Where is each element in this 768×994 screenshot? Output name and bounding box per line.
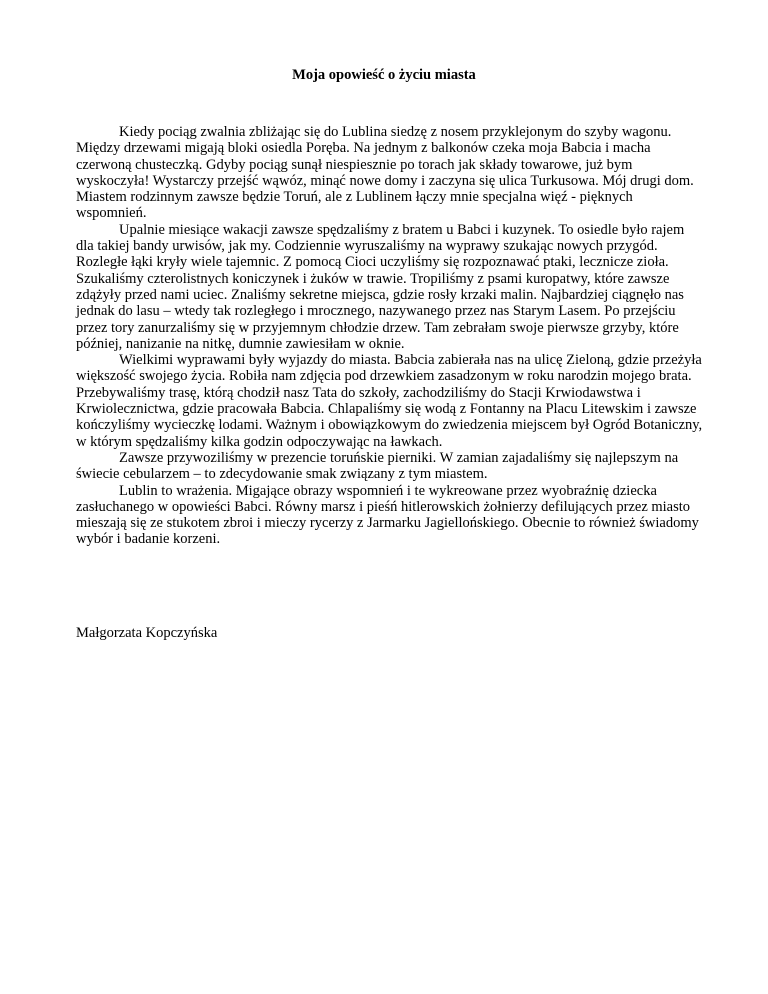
paragraph-1: Kiedy pociąg zwalnia zbliżając się do Lublina siedzę z nosem przyklejonym do szyby wagonu. Między drzewami migają bloki osiedla Poręba. Na jednym z balkonów czeka moja Babcia i macha czerwoną chusteczką. Gdyby pociąg sunął niespiesznie po torach jak składy towarowe, już bym wyskoczyła! Wystarczy przejść wąwóz, minąć nowe domy i zaczyna się ulica Turkusowa. Mój drugi dom. Miastem rodzinnym zawsze będzie Toruń, ale z Lublinem łączy mnie specjalna więź - pięknych wspomnień.: [76, 124, 694, 222]
paragraph-5: Lublin to wrażenia. Migające obrazy wspomnień i te wykreowane przez wyobraźnię dziecka zasłuchanego w opowieści Babci. Równy marsz i pieśń hitlerowskich żołnierzy defilujących przez miasto mieszają się ze stukotem zbroi i mieczy rycerzy z Jarmarku Jagiellońskiego. Obecnie to również świadomy wybór i badanie korzeni.: [76, 482, 699, 548]
document-title: Moja opowieść o życiu miasta: [292, 67, 476, 83]
paragraph-2: Upalnie miesiące wakacji zawsze spędzaliśmy z bratem u Babci i kuzynek. To osiedle było rajem dla takiej bandy urwisów, jak my. Codziennie wyruszaliśmy na wyprawy szukając nowych przygód. Rozległe łąki kryły wiele tajemnic. Z pomocą Cioci uczyliśmy się rozpoznawać ptaki, lecznicze zioła. Szukaliśmy czterolistnych koniczynek i żuków w trawie. Tropiliśmy z psami kuropatwy, które zawsze zdążyły przed nami uciec. Znaliśmy sekretne miejsca, gdzie rosły krzaki malin. Najbardziej ciągnęło nas jednak do lasu – wtedy tak rozległego i mrocznego, nazywanego przez nas Starym Lasem. Po przejściu przez tory zanurzaliśmy się w przyjemnym chłodzie drzew. Tam zebrałam swoje pierwsze grzyby, które później, nanizanie na nitkę, dumnie zawiesiłam w oknie.: [76, 221, 685, 352]
story-body: [76, 124, 704, 548]
paragraph-3: Wielkimi wyprawami były wyjazdy do miasta. Babcia zabierała nas na ulicę Zieloną, gdzie przeżyła większość swojego życia. Robiła nam zdjęcia pod drzewkiem zasadzonym w roku narodzin mojego brata. Przebywaliśmy trasę, którą chodził nasz Tata do szkoły, zachodziliśmy do Stacji Krwiodawstwa i Krwiolecznictwa, gdzie pracowała Babcia. Chlapaliśmy się wodą z Fontanny na Placu Litewskim i zawsze kończyliśmy wycieczkę lodami. Ważnym i obowiązkowym do zwiedzenia miejscem był Ogród Botaniczny, w którym spędzaliśmy kilka godzin odpoczywając na ławkach.: [76, 352, 703, 450]
paragraph-4: Zawsze przywoziliśmy w prezencie toruńskie pierniki. W zamian zajadaliśmy się najlepszym na świecie cebularzem – to zdecydowanie smak związany z tym miastem.: [76, 449, 679, 483]
author-signature: Małgorzata Kopczyńska: [76, 625, 218, 641]
